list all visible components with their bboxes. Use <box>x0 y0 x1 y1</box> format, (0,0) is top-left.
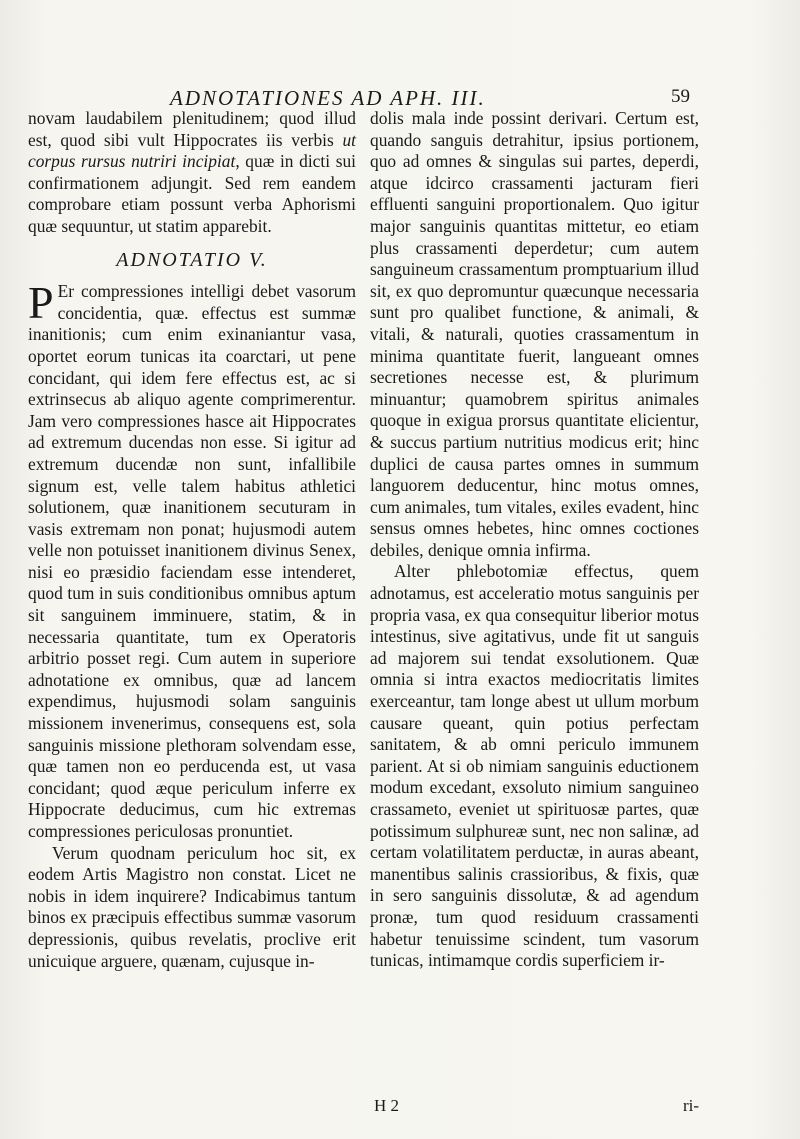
running-head: ADNOTATIONES AD APH. III. <box>170 86 486 110</box>
signature-mark: H 2 <box>374 1096 400 1115</box>
annotation-paragraph-1 <box>28 277 356 842</box>
right-paragraph-1: dolis mala inde possint derivari. Certum est, quando sanguis detrahitur, ipsius portionem, quo ad omnes & singulas sui partes, deperdi, atque idcirco crassamenti jacturam fieri effluenti sanguini proportionalem. Quo igitur major sanguinis quantitas mittetur, eo etiam plus crassamenti deperdetur; cum autem sanguineum crassamentum promptuarium illud sit, ex quo depromuntur quæcunque necessaria sunt pro qualibet functione, & animali, & vitali, & naturali, quoties crassamentum in minima quantitate fuerit, langueant omnes secretiones necesse est, & plurimum minuantur; quamobrem spiritus animales quoque in exigua prorsus quantitate elicientur, & succus partium nutritius modicus erit; hinc duplici de causa partes omnes in summum languorem deducentur, hinc motus omnes, cum animales, tum vitales, exiles evadent, hinc sensus omnes hebetes, hinc omnes coctiones debiles, denique omnia infirma. <box>370 108 699 560</box>
catchword: ri- <box>682 1096 699 1115</box>
continued-text-start: novam laudabilem plenitudinem; quod illud est, quod sibi vult Hippocrates iis verbis <box>28 108 356 150</box>
continued-paragraph <box>28 108 356 238</box>
annotation-paragraph-2: Verum quodnam periculum hoc sit, ex eodem Artis Magistro non constat. Licet ne nobis in idem inquirere? Indicabimus tantum binos ex præcipuis effectibus summæ vasorum depressionis, quibus revelatis, proclive erit unicuique arguere, quænam, cujusque in- <box>28 842 356 971</box>
page-footer <box>374 1096 699 1120</box>
right-paragraph-2: Alter phlebotomiæ effectus, quem adnotamus, est acceleratio motus sanguinis per propria vasa, ex qua consequitur liberior motus intestinus, sive agitativus, unde fit ut sanguis ad majorem sui tendat exsolutionem. Quæ omnia si intra exactos mediocritatis limites exerceantur, tam longe abest ut ullum morbum causare queant, quin potius perfectam sanitatem, & ab omni periculo immunem parient. At si ob nimiam sanguinis eductionem modum excedant, exsoluto nimium sanguineo crassameto, eveniet ut spirituosæ partes, quæ potissimum sulphureæ sunt, nec non salinæ, ad certam volatilitatem perductæ, in auras abeant, manentibus salinis crassioribus, & fixis, quæ in sero sanguinis dissolutæ, & ad agendum pronæ, tum quod residuum crassamenti habetur tenuissime scindent, tum vasorum tunicas, intimamque cordis superficiem ir- <box>370 561 699 971</box>
paragraph-1-text: Er compressiones intelligi debet vasorum concidentia, quæ. effectus est summæ inanitionis; cum enim exinaniantur vasa, oportet eorum tunicas ita coarctari, ut pene concidant, qui idem fere effectus est, ac si extrinsecus ab aliquo agente comprimerentur. Jam vero compressiones hasce ait Hippocrates ad extremum ducendas non esse. Si igitur ad extremum ducendæ non sunt, infallibile signum est, velle talem habitus athletici solutionem, quæ inanitionem secuturam in vasis extremam non ponat; hujusmodi autem velle non potuisset inanitionem divinus Senex, nisi eo præsidio faciendam esse intenderet, quod tum in suis conditionibus omnibus aptum sit sanguinem imminuere, statim, & in necessaria quantitate, tum ex Operatoris arbitrio posset regi. Cum autem in superiore adnotatione ex omnibus, quæ ad lancem expendimus, hujusmodi solam sanguinis missionem invenerimus, consequens est, sola sanguinis missione plethoram solvendam esse, quæ tamen non eo perducenda est, ut vasa concidant; quod æque periculum inferre ex Hippocrate deducimus, cum hic extremas compressiones periculosas pronuntiet. <box>28 281 356 841</box>
left-column <box>28 108 356 972</box>
continued-text-end: , quæ in dicti sui confirmationem adjungit. Sed rem eandem comprobare etiam possunt verba Aphorismi quæ sequuntur, ut statim apparebit. <box>28 151 356 236</box>
hippocrates-quote: ut corpus rursus nutriri incipiat <box>28 129 356 172</box>
page-number: 59 <box>671 86 690 107</box>
drop-cap: P <box>28 277 54 329</box>
right-column <box>370 108 699 972</box>
section-heading: ADNOTATIO V. <box>116 248 268 271</box>
